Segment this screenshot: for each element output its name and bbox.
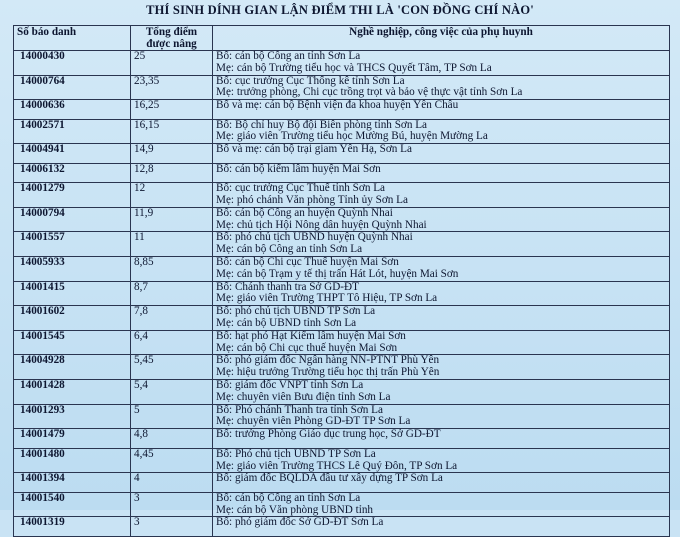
raised-score: 3 bbox=[131, 517, 213, 537]
raised-score: 4 bbox=[131, 473, 213, 493]
parent-line: Mẹ: giáo viên Trường THCS Lê Quý Đôn, TP Sơn La bbox=[216, 459, 458, 472]
parent-line: Bố: phó giám đốc Ngân hàng NN-PTNT Phù Yên bbox=[216, 354, 440, 367]
raised-score: 5,45 bbox=[131, 355, 213, 380]
table-row bbox=[14, 355, 670, 380]
table-row bbox=[14, 473, 670, 493]
parent-line: Bố: cán bộ Chi cục Thuế huyện Mai Sơn bbox=[216, 256, 399, 269]
candidate-id: 14001540 bbox=[14, 492, 131, 517]
candidate-id: 14001428 bbox=[14, 380, 131, 405]
parent-line: Mẹ: cán bộ Văn phòng UBND tỉnh bbox=[216, 503, 374, 516]
parent-line: Bố: phó chủ tịch UBND huyện Quỳnh Nhai bbox=[216, 231, 413, 244]
parents-occupation bbox=[213, 306, 670, 331]
parents-occupation bbox=[213, 183, 670, 208]
candidate-id: 14001415 bbox=[14, 281, 131, 306]
raised-score: 11 bbox=[131, 232, 213, 257]
parent-line: Bố: hạt phó Hạt Kiểm lâm huyện Mai Sơn bbox=[216, 330, 406, 342]
table-row bbox=[14, 100, 670, 120]
parent-line: Bố: giám đốc VNPT tỉnh Sơn La bbox=[216, 379, 364, 392]
candidate-id: 14001279 bbox=[14, 183, 131, 208]
table-row bbox=[14, 75, 670, 100]
table-row bbox=[14, 517, 670, 537]
table-row bbox=[14, 51, 670, 76]
parent-line: Bố: Phó chánh Thanh tra tỉnh Sơn La bbox=[216, 404, 383, 416]
raised-score: 12 bbox=[131, 183, 213, 208]
candidate-id: 14000430 bbox=[14, 51, 131, 76]
candidate-id: 14005933 bbox=[14, 257, 131, 282]
parent-line: Bố: trưởng Phòng Giáo dục trung học, Sở GD-ĐT bbox=[216, 428, 441, 441]
table-body bbox=[14, 51, 670, 537]
parents-occupation bbox=[213, 207, 670, 232]
table-row bbox=[14, 492, 670, 517]
parent-line: Bố: giám đốc BQLDA đầu tư xây dựng TP Sơn La bbox=[216, 472, 443, 485]
parent-line: Mẹ: chuyên viên Bưu điện tỉnh Sơn La bbox=[216, 390, 391, 403]
candidate-id: 14000764 bbox=[14, 75, 131, 100]
raised-score: 16,15 bbox=[131, 119, 213, 144]
candidate-id: 14000636 bbox=[14, 100, 131, 120]
parent-line: Bố và mẹ: cán bộ Bệnh viện đa khoa huyện Yên Châu bbox=[216, 99, 459, 112]
table-row bbox=[14, 404, 670, 429]
candidate-id: 14001602 bbox=[14, 306, 131, 331]
raised-score: 16,25 bbox=[131, 100, 213, 120]
parents-occupation bbox=[213, 163, 670, 183]
parent-line: Bố: cán bộ kiểm lâm huyện Mai Sơn bbox=[216, 163, 381, 175]
table-row bbox=[14, 163, 670, 183]
table-row bbox=[14, 232, 670, 257]
parent-line: Mẹ: phó chánh Văn phòng Tỉnh ủy Sơn La bbox=[216, 194, 408, 207]
candidate-id: 14001545 bbox=[14, 330, 131, 355]
parent-line: Bố: cán bộ Công an tỉnh Sơn La bbox=[216, 50, 361, 62]
parent-line: Mẹ: cán bộ UBND tỉnh Sơn La bbox=[216, 317, 357, 330]
parents-occupation bbox=[213, 144, 670, 164]
raised-score: 3 bbox=[131, 492, 213, 517]
raised-score: 11,9 bbox=[131, 207, 213, 232]
parent-line: Mẹ: hiệu trưởng Trường tiểu học thị trấn Phù Yên bbox=[216, 366, 440, 379]
candidate-id: 14001293 bbox=[14, 404, 131, 429]
candidate-id: 14004941 bbox=[14, 144, 131, 164]
candidate-id: 14001479 bbox=[14, 429, 131, 449]
parent-line: Bố: Phó chủ tịch UBND TP Sơn La bbox=[216, 448, 376, 460]
page-title: THÍ SINH DÍNH GIAN LẬN ĐIỂM THI LÀ 'CON ĐỒNG CHÍ NÀO' bbox=[146, 3, 534, 17]
parents-occupation bbox=[213, 448, 670, 473]
header-raised-score bbox=[131, 26, 213, 51]
table-row bbox=[14, 380, 670, 405]
table-row bbox=[14, 448, 670, 473]
parents-occupation bbox=[213, 404, 670, 429]
parent-line: Bố: cán bộ Công an tỉnh Sơn La bbox=[216, 492, 361, 504]
parent-line: Bố: Bộ chỉ huy Bộ đội Biên phòng tỉnh Sơn La bbox=[216, 119, 428, 131]
header-raised-score-line2: được nâng bbox=[146, 38, 197, 50]
raised-score: 7,8 bbox=[131, 306, 213, 331]
parent-line: Mẹ: cán bộ Chi cục thuế huyện Mai Sơn bbox=[216, 341, 398, 354]
parents-occupation bbox=[213, 257, 670, 282]
header-candidate-id: Số báo danh bbox=[14, 26, 131, 51]
candidate-id: 14006132 bbox=[14, 163, 131, 183]
parent-line: Bố: phó giám đốc Sở GD-ĐT Sơn La bbox=[216, 516, 384, 529]
parent-line: Mẹ: trưởng phòng, Chi cục trồng trọt và bảo vệ thực vật tỉnh Sơn La bbox=[216, 86, 523, 99]
parents-occupation bbox=[213, 330, 670, 355]
candidate-id: 14004928 bbox=[14, 355, 131, 380]
raised-score: 6,4 bbox=[131, 330, 213, 355]
table-header-row bbox=[14, 26, 670, 51]
table-row bbox=[14, 257, 670, 282]
parents-occupation bbox=[213, 380, 670, 405]
candidate-id: 14001319 bbox=[14, 517, 131, 537]
table-row bbox=[14, 306, 670, 331]
parent-line: Bố và mẹ: cán bộ trại giam Yên Hạ, Sơn La bbox=[216, 143, 412, 156]
parent-line: Mẹ: giáo viên Trường tiểu học Mường Bú, huyện Mường La bbox=[216, 130, 488, 143]
table-row bbox=[14, 330, 670, 355]
parent-line: Mẹ: cán bộ Trường tiểu học và THCS Quyết Tâm, TP Sơn La bbox=[216, 61, 492, 74]
parent-line: Bố: cục trưởng Cục Thống kê tỉnh Sơn La bbox=[216, 75, 405, 87]
table-row bbox=[14, 119, 670, 144]
parents-occupation bbox=[213, 100, 670, 120]
table-row bbox=[14, 281, 670, 306]
parent-line: Bố: Chánh thanh tra Sở GD-ĐT bbox=[216, 281, 359, 293]
cheating-candidates-table bbox=[13, 25, 670, 537]
candidate-id: 14000794 bbox=[14, 207, 131, 232]
parents-occupation bbox=[213, 75, 670, 100]
parents-occupation bbox=[213, 473, 670, 493]
parents-occupation bbox=[213, 355, 670, 380]
table-row bbox=[14, 207, 670, 232]
parent-line: Mẹ: chuyên viên Phòng GD-ĐT TP Sơn La bbox=[216, 415, 411, 428]
parents-occupation bbox=[213, 492, 670, 517]
candidate-id: 14001394 bbox=[14, 473, 131, 493]
table-row bbox=[14, 429, 670, 449]
raised-score: 25 bbox=[131, 51, 213, 76]
candidate-id: 14002571 bbox=[14, 119, 131, 144]
parents-occupation bbox=[213, 51, 670, 76]
candidate-id: 14001557 bbox=[14, 232, 131, 257]
table-row bbox=[14, 144, 670, 164]
raised-score: 5,4 bbox=[131, 380, 213, 405]
raised-score: 4,45 bbox=[131, 448, 213, 473]
parents-occupation bbox=[213, 281, 670, 306]
raised-score: 12,8 bbox=[131, 163, 213, 183]
raised-score: 8,7 bbox=[131, 281, 213, 306]
header-parents-job: Nghề nghiệp, công việc của phụ huynh bbox=[213, 26, 670, 51]
table-row bbox=[14, 183, 670, 208]
parents-occupation bbox=[213, 517, 670, 537]
raised-score: 5 bbox=[131, 404, 213, 429]
parents-occupation bbox=[213, 232, 670, 257]
raised-score: 14,9 bbox=[131, 144, 213, 164]
header-raised-score-line1: Tổng điểm bbox=[145, 26, 198, 38]
parents-occupation bbox=[213, 429, 670, 449]
parent-line: Mẹ: cán bộ Trạm y tế thị trấn Hát Lót, huyện Mai Sơn bbox=[216, 267, 459, 280]
raised-score: 4,8 bbox=[131, 429, 213, 449]
raised-score: 8,85 bbox=[131, 257, 213, 282]
parent-line: Bố: cán bộ Công an huyện Quỳnh Nhai bbox=[216, 207, 393, 219]
raised-score: 23,35 bbox=[131, 75, 213, 100]
parent-line: Mẹ: chủ tịch Hội Nông dân huyện Quỳnh Nhai bbox=[216, 218, 427, 231]
parent-line: Mẹ: giáo viên Trường THPT Tô Hiệu, TP Sơn La bbox=[216, 292, 438, 305]
parents-occupation bbox=[213, 119, 670, 144]
parent-line: Bố: phó chủ tịch UBND TP Sơn La bbox=[216, 305, 376, 318]
parent-line: Bố: cục trưởng Cục Thuế tỉnh Sơn La bbox=[216, 182, 386, 195]
candidate-id: 14001480 bbox=[14, 448, 131, 473]
parent-line: Mẹ: cán bộ Công an tỉnh Sơn La bbox=[216, 243, 363, 256]
